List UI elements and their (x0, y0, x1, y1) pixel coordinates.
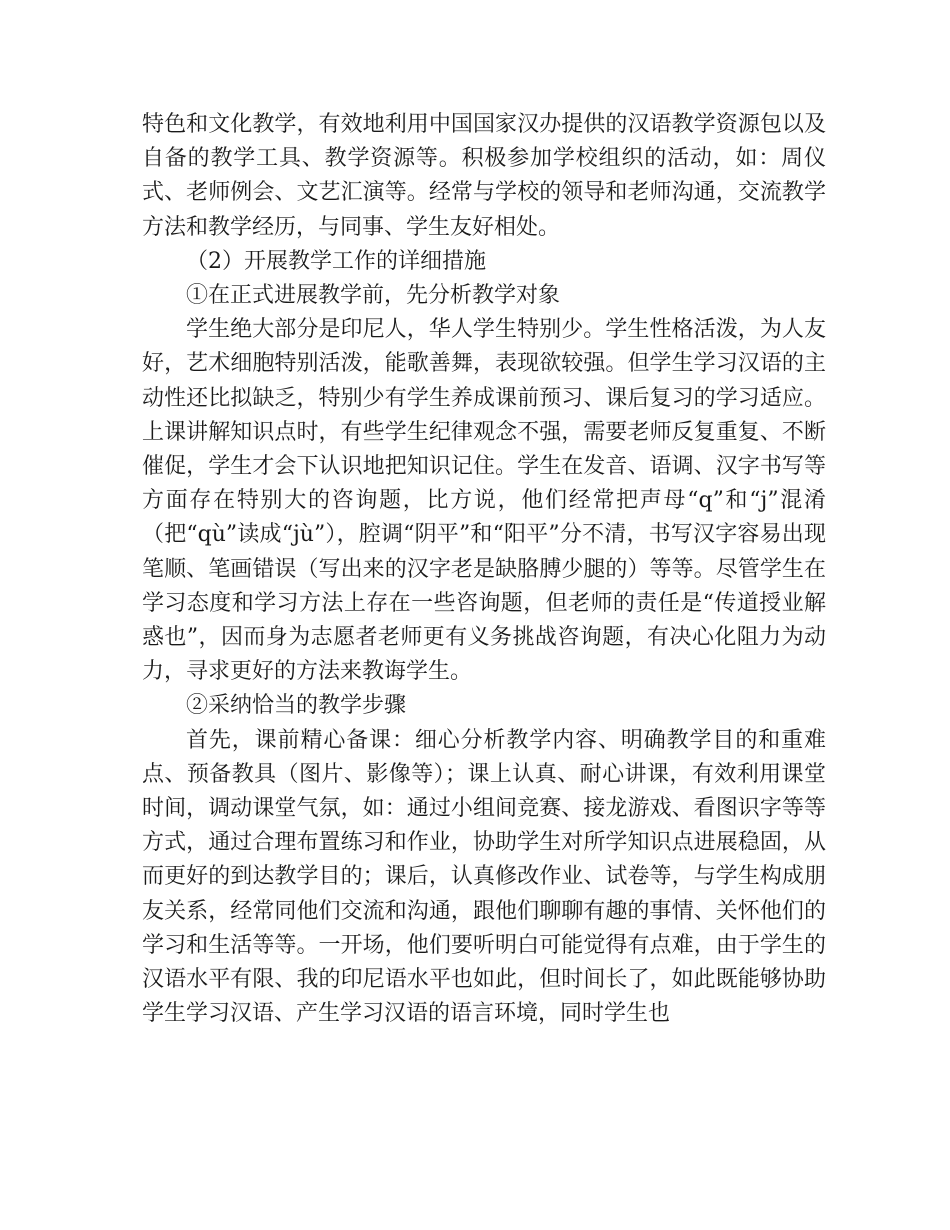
section-heading-measures: （2）开展教学工作的详细措施 (186, 248, 486, 274)
subheading-analyze-students: ①在正式进展教学前，先分析教学对象 (186, 283, 561, 309)
paragraph-teaching-steps: 首先，课前精心备课：细心分析教学内容、明确教学目的和重难点、预备教具（图片、影像等）；课上认真、耐心讲课，有效利用课堂时间，调动课堂气氛，如：通过小组间竞赛、接龙游戏、看图识字等等方式，通过合理布置练习和作业，协助学生对所学知识点进展稳固，从而更好的到达教学目的；课后，认真修改作业、试卷等，与学生构成朋友关系，经常同他们交流和沟通，跟他们聊聊有趣的事情、关怀他们的学习和生活等等。一开场，他们要听明白可能觉得有点难，由于学生的汉语水平有限、我的印尼语水平也如此，但时间长了，如此既能够协助学生学习汉语、产生学习汉语的语言环境，同时学生也 (142, 727, 826, 1027)
subheading-teaching-steps: ②采纳恰当的教学步骤 (186, 693, 407, 719)
paragraph-intro-continued: 特色和文化教学，有效地利用中国国家汉办提供的汉语教学资源包以及自备的教学工具、教学资源等。积极参加学校组织的活动，如：周仪式、老师例会、文艺汇演等。经常与学校的领导和老师沟通，交流教学方法和教学经历，与同事、学生友好相处。 (142, 112, 826, 240)
paragraph-student-analysis: 学生绝大部分是印尼人，华人学生特别少。学生性格活泼，为人友好，艺术细胞特别活泼，能歌善舞，表现欲较强。但学生学习汉语的主动性还比拟缺乏，特别少有学生养成课前预习、课后复习的学习适应。上课讲解知识点时，有些学生纪律观念不强，需要老师反复重复、不断催促，学生才会下认识地把知识记住。学生在发音、语调、汉字书写等方面存在特别大的咨询题，比方说，他们经常把声母“q”和“j”混淆（把“qù”读成“jù”），腔调“阴平”和“阳平”分不清，书写汉字容易出现笔顺、笔画错误（写出来的汉字老是缺胳膊少腿的）等等。尽管学生在学习态度和学习方法上存在一些咨询题，但老师的责任是“传道授业解惑也”，因而身为志愿者老师更有义务挑战咨询题，有决心化阻力为动力，寻求更好的方法来教诲学生。 (142, 317, 826, 685)
document-body (142, 108, 826, 1031)
